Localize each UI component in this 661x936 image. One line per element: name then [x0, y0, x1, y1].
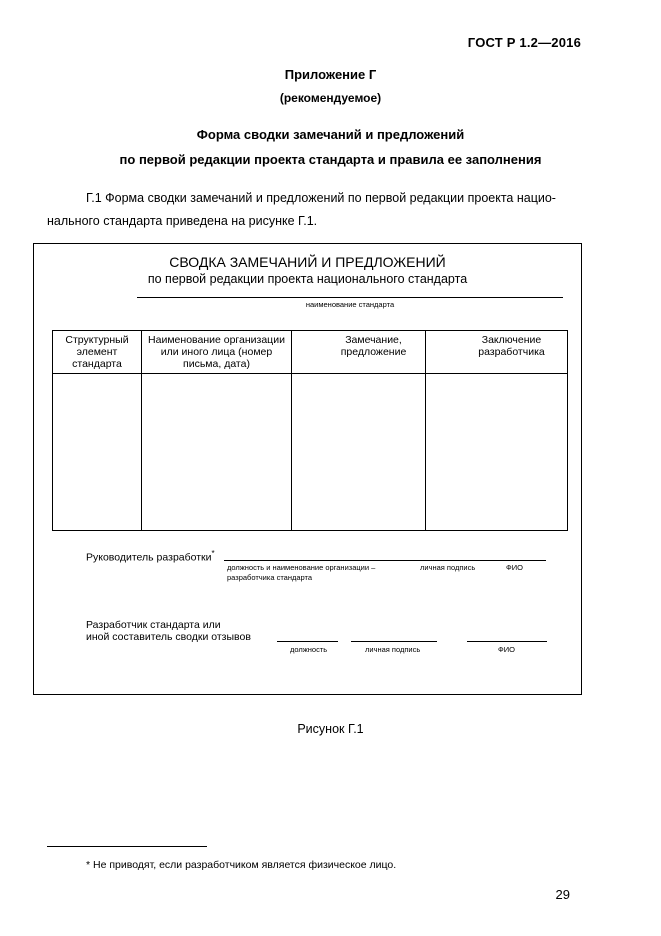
footnote-mark: *	[211, 549, 215, 558]
developer-position-caption: должность	[290, 645, 328, 654]
appendix-heading-line2: по первой редакции проекта стандарта и правила ее заполнения	[119, 152, 542, 167]
developer-signature-line	[351, 641, 437, 642]
figure-caption: Рисунок Г.1	[297, 722, 364, 736]
column-header-conclusion	[426, 331, 568, 374]
page-number: 29	[555, 887, 570, 902]
table-header-row	[53, 331, 568, 374]
column-header-line: предложение	[340, 346, 407, 358]
table-row	[53, 374, 568, 531]
column-header-line: стандарта	[72, 358, 122, 370]
table-cell	[292, 374, 426, 531]
developer-position-line	[277, 641, 338, 642]
appendix-subtitle: (рекомендуемое)	[279, 91, 382, 105]
paragraph-line1: Г.1 Форма сводки замечаний и предложений по первой редакции проекта нацио-	[86, 191, 556, 205]
table-cell	[142, 374, 292, 531]
document-code: ГОСТ Р 1.2—2016	[467, 35, 581, 50]
leader-signature-caption: личная подпись	[420, 563, 476, 572]
column-header-line: Заключение	[481, 334, 542, 346]
table-cell	[426, 374, 568, 531]
table-cell	[53, 374, 142, 531]
leader-label-text: Руководитель разработки	[86, 551, 212, 564]
footnote: * Не приводят, если разработчиком является физическое лицо.	[86, 859, 397, 871]
appendix-heading-line1: Форма сводки замечаний и предложений	[196, 127, 465, 142]
column-header-line: Структурный	[65, 334, 129, 346]
leader-name-caption: ФИО	[506, 563, 523, 572]
developer-name-line	[467, 641, 547, 642]
column-header-organization	[142, 331, 292, 374]
developer-name-caption: ФИО	[498, 645, 515, 654]
appendix-title: Приложение Г	[284, 67, 377, 82]
form-subheading: по первой редакции проекта национального стандарта	[147, 272, 468, 286]
leader-position-caption-1: должность и наименование организации –	[227, 563, 376, 572]
column-header-structural-element	[53, 331, 142, 374]
standard-name-line	[137, 297, 563, 298]
column-header-remark	[292, 331, 426, 374]
developer-signature-caption: личная подпись	[365, 645, 421, 654]
column-header-line: элемент	[76, 346, 118, 358]
form-heading: СВОДКА ЗАМЕЧАНИЙ И ПРЕДЛОЖЕНИЙ	[169, 254, 446, 270]
leader-label	[86, 549, 215, 564]
paragraph-line2: нального стандарта приведена на рисунке Г.1.	[47, 214, 318, 228]
column-header-line: разработчика	[478, 346, 545, 358]
remarks-table	[52, 330, 568, 531]
column-header-line: Наименование организации	[148, 334, 285, 346]
column-header-line: Замечание,	[345, 334, 402, 346]
developer-label-line1: Разработчик стандарта или	[86, 619, 221, 631]
column-header-line: или иного лица (номер	[160, 346, 273, 358]
footnote-divider	[47, 846, 207, 847]
developer-label-line2: иной составитель сводки отзывов	[86, 631, 251, 643]
column-header-line: письма, дата)	[183, 358, 250, 370]
leader-signature-line	[224, 560, 546, 561]
leader-position-caption-2: разработчика стандарта	[227, 573, 313, 582]
standard-name-caption: наименование стандарта	[305, 300, 395, 309]
